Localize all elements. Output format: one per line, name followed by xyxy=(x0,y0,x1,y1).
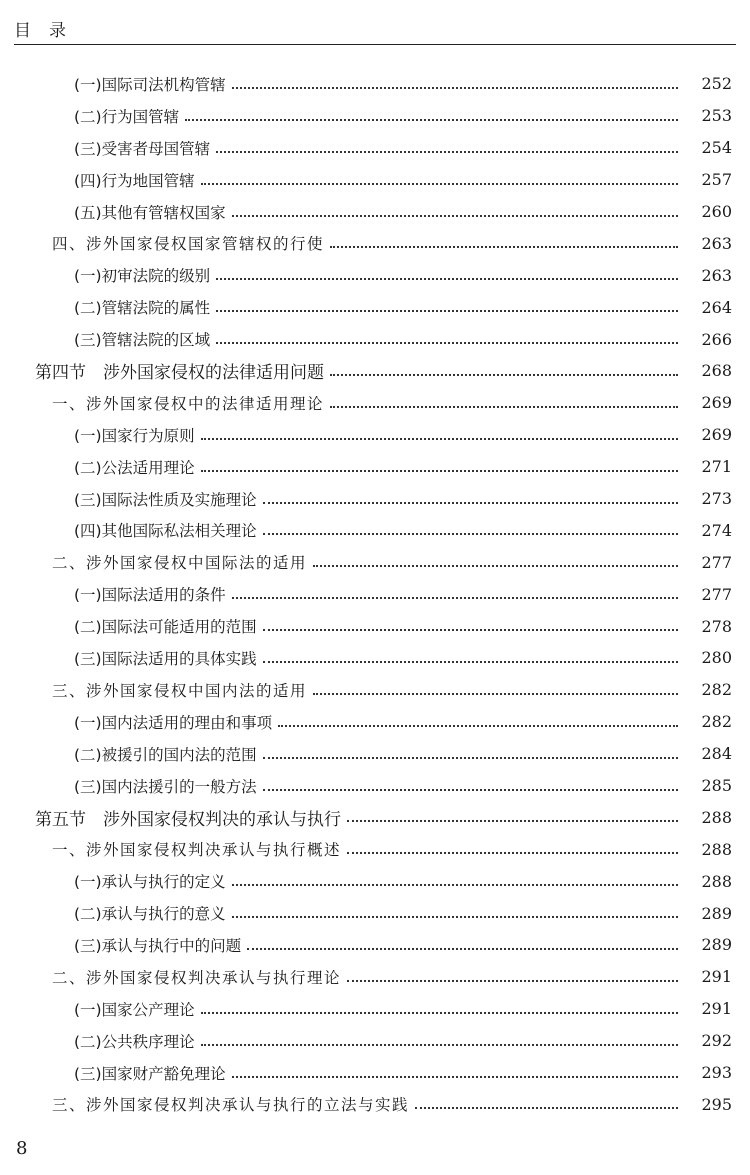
dot-leader xyxy=(347,820,678,822)
toc-entry-title: (二)公法适用理论 xyxy=(74,458,195,477)
toc-entry-title: (二)公共秩序理论 xyxy=(74,1032,195,1051)
toc-entry-title: (一)国际法适用的条件 xyxy=(74,586,226,605)
toc-entry-title: (三)管辖法院的区域 xyxy=(74,331,211,350)
page-number: 8 xyxy=(16,1138,28,1159)
toc-entry-page: 269 xyxy=(701,425,732,445)
toc-entry-page: 280 xyxy=(701,648,732,668)
dot-leader xyxy=(216,342,678,344)
toc-entry xyxy=(0,100,750,132)
toc-entry-title: (三)国际法性质及实施理论 xyxy=(74,490,257,509)
toc-entry xyxy=(0,68,750,100)
toc-entry-page: 289 xyxy=(701,935,732,955)
toc-entry xyxy=(0,642,750,674)
toc-entry-page: 291 xyxy=(701,967,732,987)
toc-entry xyxy=(0,897,750,929)
toc-entry-page: 260 xyxy=(701,202,732,221)
dot-leader xyxy=(263,789,678,791)
toc-entry xyxy=(0,546,750,578)
dot-leader xyxy=(232,916,678,918)
toc-entry-page: 269 xyxy=(701,393,732,413)
toc-entry xyxy=(0,514,750,546)
toc-entry-title: 第四节 涉外国家侵权的法律适用问题 xyxy=(35,363,324,384)
toc-entry-title: (四)其他国际私法相关理论 xyxy=(74,522,257,541)
toc-entry-page: 284 xyxy=(701,744,732,764)
running-header xyxy=(14,14,736,45)
toc-entry-title: 二、涉外国家侵权中国际法的适用 xyxy=(52,554,308,573)
toc-entry-page: 263 xyxy=(701,265,732,285)
toc-entry-title: 三、涉外国家侵权中国内法的适用 xyxy=(52,681,308,700)
dot-leader xyxy=(263,533,678,535)
toc-entry xyxy=(0,323,750,355)
toc-entry xyxy=(0,738,750,770)
table-of-contents xyxy=(0,68,750,1120)
toc-entry xyxy=(0,706,750,738)
toc-entry xyxy=(0,865,750,897)
toc-entry xyxy=(0,419,750,451)
toc-entry xyxy=(0,993,750,1025)
dot-leader xyxy=(347,980,678,982)
toc-entry-title: (一)国家公产理论 xyxy=(74,1000,195,1019)
dot-leader xyxy=(415,1107,678,1109)
toc-entry-title: (二)国际法可能适用的范围 xyxy=(74,618,257,637)
toc-entry-page: 266 xyxy=(701,329,732,349)
toc-entry-page: 263 xyxy=(701,233,732,253)
toc-entry xyxy=(0,196,750,228)
toc-entry xyxy=(0,770,750,802)
toc-entry-page: 271 xyxy=(701,457,732,477)
toc-entry-title: (四)行为地国管辖 xyxy=(74,171,195,190)
toc-entry xyxy=(0,451,750,483)
toc-entry-title: (一)承认与执行的定义 xyxy=(74,873,226,892)
dot-leader xyxy=(201,438,678,440)
toc-entry xyxy=(0,483,750,515)
toc-entry-page: 291 xyxy=(701,999,732,1019)
toc-entry xyxy=(0,355,750,387)
toc-entry-title: 四、涉外国家侵权国家管辖权的行使 xyxy=(52,235,325,254)
toc-entry xyxy=(0,578,750,610)
dot-leader xyxy=(313,565,678,567)
toc-entry-page: 288 xyxy=(701,839,732,859)
toc-entry-title: (三)受害者母国管辖 xyxy=(74,139,211,158)
toc-entry xyxy=(0,1025,750,1057)
toc-entry-page: 295 xyxy=(701,1094,732,1114)
toc-entry-page: 277 xyxy=(701,584,732,604)
dot-leader xyxy=(330,406,678,408)
dot-leader xyxy=(216,278,678,280)
toc-entry-page: 293 xyxy=(701,1063,732,1083)
dot-leader xyxy=(347,852,678,854)
toc-entry-page: 282 xyxy=(701,680,732,700)
toc-entry xyxy=(0,610,750,642)
toc-entry-page: 278 xyxy=(701,616,732,636)
toc-entry xyxy=(0,291,750,323)
dot-leader xyxy=(247,948,678,950)
toc-entry xyxy=(0,132,750,164)
dot-leader xyxy=(263,757,678,759)
toc-entry xyxy=(0,801,750,833)
toc-entry xyxy=(0,1089,750,1121)
toc-entry-page: 273 xyxy=(701,489,732,509)
dot-leader xyxy=(278,725,678,727)
toc-entry-title: (一)国家行为原则 xyxy=(74,426,195,445)
toc-entry-title: (二)管辖法院的属性 xyxy=(74,299,211,318)
dot-leader xyxy=(216,151,678,153)
toc-entry-page: 257 xyxy=(701,170,732,190)
dot-leader xyxy=(263,629,678,631)
toc-entry-title: (三)国际法适用的具体实践 xyxy=(74,649,257,668)
dot-leader xyxy=(263,502,678,504)
dot-leader xyxy=(330,374,678,376)
dot-leader xyxy=(185,119,678,121)
toc-entry xyxy=(0,387,750,419)
dot-leader xyxy=(216,310,678,312)
dot-leader xyxy=(232,215,678,217)
toc-entry-page: 285 xyxy=(701,776,732,796)
toc-entry xyxy=(0,164,750,196)
dot-leader xyxy=(330,246,678,248)
toc-entry-page: 264 xyxy=(701,297,732,317)
toc-entry xyxy=(0,961,750,993)
toc-entry-page: 292 xyxy=(701,1031,732,1051)
toc-entry-page: 289 xyxy=(701,903,732,923)
toc-entry-page: 282 xyxy=(701,712,732,732)
toc-entry xyxy=(0,259,750,291)
toc-entry xyxy=(0,674,750,706)
header-title: 目录 xyxy=(14,21,84,41)
toc-entry xyxy=(0,929,750,961)
dot-leader xyxy=(201,1044,678,1046)
toc-entry-title: 一、涉外国家侵权判决承认与执行概述 xyxy=(52,841,342,860)
toc-entry-title: (三)国内法援引的一般方法 xyxy=(74,777,257,796)
toc-entry-title: 第五节 涉外国家侵权判决的承认与执行 xyxy=(35,809,341,830)
toc-entry-title: (三)承认与执行中的问题 xyxy=(74,936,242,955)
toc-entry-page: 254 xyxy=(701,138,732,158)
dot-leader xyxy=(232,597,678,599)
dot-leader xyxy=(201,1012,678,1014)
dot-leader xyxy=(232,884,678,886)
toc-entry-title: (三)国家财产豁免理论 xyxy=(74,1064,226,1083)
toc-entry-title: (二)行为国管辖 xyxy=(74,107,180,126)
toc-entry-title: 一、涉外国家侵权中的法律适用理论 xyxy=(52,394,325,413)
toc-entry xyxy=(0,227,750,259)
toc-entry-title: (二)被援引的国内法的范围 xyxy=(74,745,257,764)
toc-entry-title: (五)其他有管辖权国家 xyxy=(74,203,226,222)
dot-leader xyxy=(313,693,678,695)
dot-leader xyxy=(263,661,678,663)
toc-entry-page: 277 xyxy=(701,552,732,572)
toc-entry-page: 253 xyxy=(701,106,732,126)
toc-entry-title: (一)国内法适用的理由和事项 xyxy=(74,713,273,732)
toc-entry-page: 288 xyxy=(701,807,732,827)
toc-entry-page: 288 xyxy=(701,871,732,891)
toc-entry-title: 二、涉外国家侵权判决承认与执行理论 xyxy=(52,968,342,987)
dot-leader xyxy=(201,183,678,185)
toc-entry-title: (二)承认与执行的意义 xyxy=(74,905,226,924)
dot-leader xyxy=(232,1076,678,1078)
toc-entry-page: 274 xyxy=(701,520,732,540)
toc-entry-title: 三、涉外国家侵权判决承认与执行的立法与实践 xyxy=(52,1096,410,1115)
toc-entry-title: (一)国际司法机构管辖 xyxy=(74,75,226,94)
toc-entry xyxy=(0,1057,750,1089)
toc-entry-page: 268 xyxy=(701,361,732,381)
dot-leader xyxy=(232,87,678,89)
toc-entry xyxy=(0,833,750,865)
toc-entry-page: 252 xyxy=(701,74,732,94)
toc-entry-title: (一)初审法院的级别 xyxy=(74,267,211,286)
dot-leader xyxy=(201,470,678,472)
